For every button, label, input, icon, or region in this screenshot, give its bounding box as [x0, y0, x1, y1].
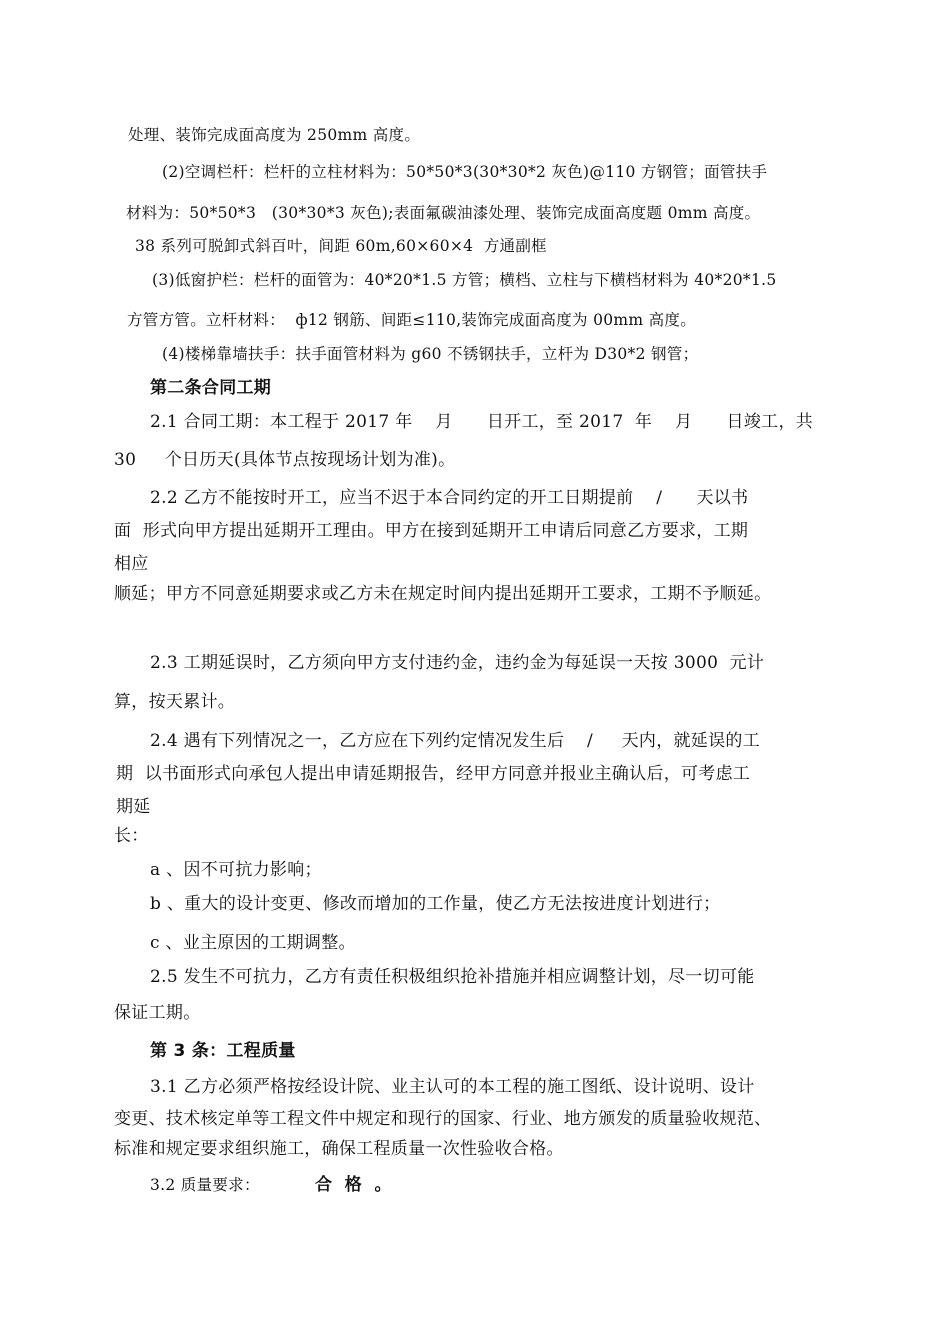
text-line: 处理、装饰完成面高度为 250mm 高度。 — [128, 126, 421, 144]
text-line: 2.4 遇有下列情况之一，乙方应在下列约定情况发生后 / 天内，就延误的工 — [150, 731, 760, 751]
text-line: 材料为：50*50*3 (30*30*3 灰色);表面氟碳油漆处理、装饰完成面高度题 0mm 高度。 — [126, 204, 761, 222]
text-line: (3)低窗护栏：栏杆的面管为：40*20*1.5 方管；横档、立柱与下横档材料为 40*20*1.5 — [152, 271, 777, 289]
text-line: (2)空调栏杆：栏杆的立柱材料为：50*50*3(30*30*2 灰色)@110 方钢管；面管扶手 — [162, 163, 768, 181]
section-heading: 第二条合同工期 — [150, 378, 272, 398]
text-line: 相应 — [114, 554, 149, 574]
text-line: 顺延；甲方不同意延期要求或乙方未在规定时间内提出延期开工要求，工期不予顺延。 — [114, 584, 772, 604]
text-line: 2.3 工期延误时，乙方须向甲方支付违约金，违约金为每延误一天按 3000 元计 — [150, 653, 765, 673]
text-line: 期 以书面形式向承包人提出申请延期报告，经甲方同意并报业主确认后，可考虑工 — [116, 764, 751, 784]
list-item: a 、因不可抗力影响； — [150, 860, 322, 880]
text-line: 长： — [114, 826, 149, 846]
text-line: 38 系列可脱卸式斜百叶，间距 60m,60×60×4 方通副框 — [135, 237, 547, 255]
text-line: 保证工期。 — [114, 1003, 201, 1023]
text-line: 2.5 发生不可抗力，乙方有责任积极组织抢补措施并相应调整计划，尽一切可能 — [150, 967, 755, 987]
list-item: b 、重大的设计变更、修改而增加的工作量，使乙方无法按进度计划进行； — [150, 894, 721, 914]
text-line: 2.2 乙方不能按时开工，应当不迟于本合同约定的开工日期提前 / 天以书 — [150, 488, 749, 508]
text-line: 3.1 乙方必须严格按经设计院、业主认可的本工程的施工图纸、设计说明、设计 — [150, 1077, 755, 1097]
list-item: c 、业主原因的工期调整。 — [150, 933, 356, 953]
text-line: 2.1 合同工期：本工程于 2017 年 月 日开工，至 2017 年 月 日竣工，共 — [150, 412, 814, 432]
text-line: 标准和规定要求组织施工，确保工程质量一次性验收合格。 — [114, 1139, 564, 1159]
text-line: 面 形式向甲方提出延期开工理由。甲方在接到延期开工申请后同意乙方要求，工期 — [114, 521, 749, 541]
text-line: (4)楼梯靠墙扶手：扶手面管材料为 g60 不锈钢扶手，立杆为 D30*2 钢管； — [162, 345, 699, 363]
text-line: 期延 — [116, 797, 151, 817]
text-line: 算，按天累计。 — [114, 692, 236, 712]
text-line: 3.2 质量要求： — [150, 1176, 260, 1194]
section-heading: 第 3 条：工程质量 — [150, 1041, 296, 1061]
text-line: 方管方管。立杆材料： ф12 钢筋、间距≤110,装饰完成面高度为 00mm 高度。 — [127, 311, 697, 329]
text-line: 30 个日历天(具体节点按现场计划为准)。 — [114, 450, 456, 470]
quality-value: 合 格 。 — [315, 1175, 392, 1195]
text-line: 变更、技术核定单等工程文件中规定和现行的国家、行业、地方颁发的质量验收规范、 — [114, 1109, 772, 1129]
